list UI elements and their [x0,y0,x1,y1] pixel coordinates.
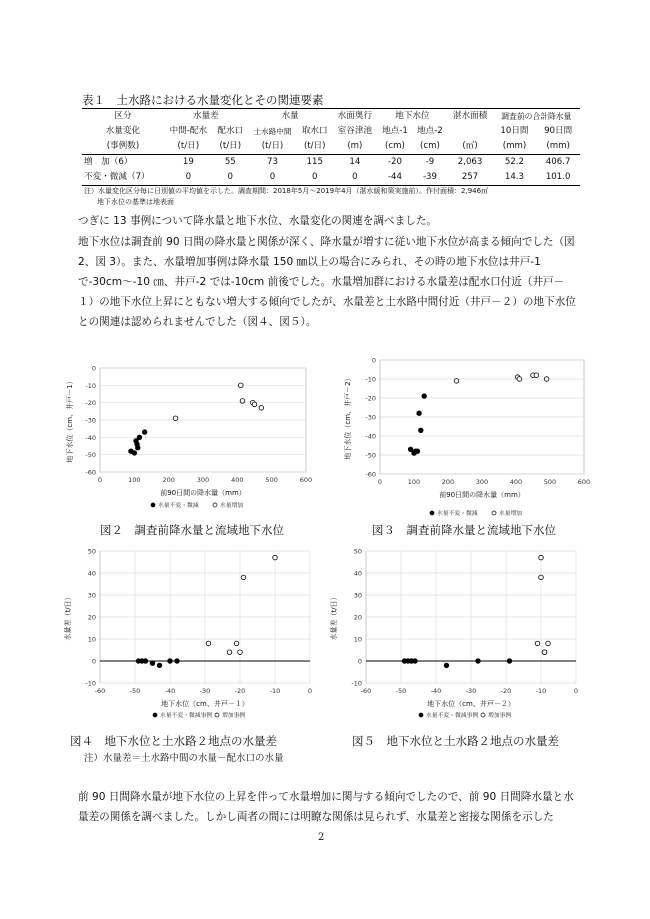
data-point [542,650,547,655]
x-axis-label: 地下水位（cm、井戸－２） [427,700,515,708]
data-point [454,379,459,384]
table-header-row-2: 水量変化 中間-配水 配水口 土水路中間 取水口 室谷津池 地点-1 地点-2 10日間 90日間 [105,126,573,136]
data-point [157,663,162,668]
x-tick-label: 100 [407,478,421,486]
data-point [413,659,418,664]
y-tick-label: 40 [87,569,96,578]
x-tick-label: 100 [128,476,141,484]
legend-label: 増加事例 [488,713,512,719]
y-axis-label: 水量差（t/日） [64,593,72,641]
table-note-2: 地下水位の基準は地表面 [97,198,174,206]
y-tick-label: 10 [87,635,96,644]
y-tick-label: 0 [357,657,362,666]
paragraph-2: 地下水位は調査前 90 日間の降水量と関係が深く、降水量が増すに従い地下水位が高まる傾向でした（図 2、図 3）。また、水量増加事例は降水量 150 ㎜以上の場合にみられ、その時の地下水位は井戸-1 で-30cm～-10 ㎝、井戸-2 では-10cm 前後でした。水量増加群における水量差は配水口付近（井戸－１）の地下水位上昇にともない増大する傾向でしたが、水量差と土水路中間付近（井戸－２）の地下水位との関連は認められませんでした（図４、図５）。 [78,236,576,328]
figure-4-note: 注）水量差＝土水路中間の水量－配水口の水量 [84,753,284,764]
x-tick-label: 400 [509,478,523,486]
figure-2-caption: 図２ 調査前降水量と流域地下水位 [100,523,284,537]
data-point [534,373,539,378]
data-point [413,449,418,454]
y-axis-label: 地下水位（cm、井戸－1） [66,377,74,463]
data-point [173,416,178,421]
table-row: 不変・微減（7） 0 0 0 0 0 -44 -39 257 14.3 101.0 [82,170,580,186]
data-point [168,659,173,664]
x-tick-label: -30 [465,687,477,695]
legend-marker [492,511,496,515]
figure-2-chart [62,362,314,514]
y-axis-label: 地下水位（cm、井戸－2） [344,374,352,460]
legend-marker [151,503,155,507]
legend-label: 水量不変・微減 [158,503,199,509]
figure-5-caption: 図５ 地下水位と土水路２地点の水量差 [352,734,559,748]
paragraph-3: 前 90 日間降水量が地下水位の上昇を伴って水量増加に関与する傾向でしたので、前 90 日間降水量と水量差の関係を調べました。しかし両者の間には明瞭な関係は見られず、水量差と密接な関係を示した [78,791,574,823]
data-point [476,659,481,664]
data-point [273,555,278,560]
x-tick-label: 0 [307,687,313,695]
y-tick-label: -50 [85,451,96,460]
y-tick-label: 30 [353,591,362,600]
x-tick-label: 300 [196,476,210,484]
y-tick-label: 50 [87,547,96,556]
chart-fig2 [62,362,314,514]
y-tick-label: 0 [371,356,376,365]
x-tick-label: 500 [265,476,278,484]
data-point [517,377,522,382]
data-point [175,659,180,664]
y-tick-label: 10 [353,635,362,644]
x-tick-label: -50 [395,687,407,695]
x-tick-label: -20 [500,687,512,695]
data-point [206,641,211,646]
x-axis-label: 前90日間の降水量（mm） [160,489,246,497]
x-tick-label: 400 [231,476,244,484]
legend-marker [215,713,219,717]
data-point [142,430,147,435]
data-point [259,406,264,411]
legend-marker [153,713,157,717]
x-tick-label: 600 [577,478,591,486]
legend-label: 水量不変・微減 [437,511,478,517]
data-point [546,641,551,646]
data-point [252,402,257,407]
data-point [137,435,142,440]
legend-marker [481,713,485,717]
x-tick-label: 0 [377,478,383,486]
x-tick-label: -10 [535,687,547,695]
table-header-row-1: 区分 水量差 水量 水面奥行 地下水位 湛水面積 調査前の合計降水量 [82,109,580,125]
x-tick-label: 500 [543,478,557,486]
y-tick-label: -10 [365,375,376,384]
legend-marker [213,503,217,507]
data-point [539,555,544,560]
y-tick-label: 50 [353,547,362,556]
x-tick-label: 200 [441,478,455,486]
data-point [238,383,243,388]
x-tick-label: -60 [360,687,372,695]
page-number: 2 [318,832,325,843]
data-point [227,650,232,655]
y-tick-label: -10 [351,679,362,688]
paragraph-1: つぎに 13 事例について降水量と地下水位、水量変化の関連を調べました。 [78,215,438,227]
y-tick-label: -20 [85,399,96,408]
data-point [544,377,549,382]
data-point [240,399,245,404]
data-point [535,641,540,646]
y-tick-label: 20 [87,613,96,622]
legend-label: 水量増加 [220,503,244,509]
data-point [132,451,137,456]
legend-marker [419,713,423,717]
data-point [150,661,155,666]
chart-fig4 [60,545,316,725]
data-point [408,447,413,452]
data-point [419,428,424,433]
legend-label: 増加事例 [222,713,246,719]
table-caption: 表１ 土水路における水量変化とその関連要素 [82,93,324,107]
table-row: 増 加（6） 19 55 73 115 14 -20 -9 2,063 52.2 406.7 [84,157,571,167]
y-tick-label: -30 [85,416,96,425]
y-tick-label: -30 [365,413,376,422]
data-point [444,663,449,668]
data-point [143,659,148,664]
x-tick-label: 0 [97,476,103,484]
legend-label: 水量不変・微減事例 [426,713,479,719]
x-tick-label: -10 [269,687,281,695]
x-tick-label: -60 [94,687,106,695]
figure-3-caption: 図３ 調査前降水量と流域地下水位 [372,523,556,537]
y-tick-label: -40 [85,433,96,442]
data-point [234,641,239,646]
y-tick-label: -60 [85,468,96,477]
y-axis-label: 水量差（t/日） [330,593,338,641]
data-point [422,394,427,399]
y-tick-label: -50 [365,451,376,460]
y-tick-label: 0 [91,364,96,373]
legend-marker [430,511,434,515]
y-tick-label: 20 [353,613,362,622]
y-tick-label: -10 [85,381,96,390]
x-axis-label: 地下水位（cm、井戸－１） [161,700,249,708]
table-header-row-3: (事例数) (t/日) (t/日) (t/日) (t/日) (m) (cm) (cm) (㎡) (mm) (mm) [82,139,580,155]
y-tick-label: 40 [353,569,362,578]
y-tick-label: -20 [365,394,376,403]
x-tick-label: 600 [299,476,313,484]
data-point [417,411,422,416]
x-tick-label: 300 [475,478,489,486]
y-tick-label: -60 [365,470,376,479]
x-axis-label: 前90日間の降水量（mm） [439,491,525,499]
x-tick-label: -40 [164,687,176,695]
figure-5-chart [326,545,582,725]
y-tick-label: -10 [85,679,96,688]
figure-3-chart [340,352,592,522]
x-tick-label: -30 [199,687,211,695]
figure-4-chart [60,545,316,725]
y-tick-label: -40 [365,432,376,441]
x-tick-label: -50 [129,687,141,695]
x-tick-label: -20 [234,687,246,695]
legend-label: 水量増加 [499,511,523,517]
y-tick-label: 0 [91,657,96,666]
y-tick-label: 30 [87,591,96,600]
data-table [82,108,580,186]
data-point [539,575,544,580]
table-note: 注）水量変化区分毎に日別値の平均値を示した。調査期間：2018年5月～2019年4月（湛水緩和策実施前）。作付面積：2,946㎡ [84,187,489,195]
x-tick-label: -40 [430,687,442,695]
legend-label: 水量不変・微減事例 [160,713,213,719]
x-tick-label: 0 [573,687,579,695]
data-point [135,442,140,447]
data-point [507,659,512,664]
x-tick-label: 200 [162,476,175,484]
data-point [238,650,243,655]
data-point [241,575,246,580]
chart-fig3 [340,352,592,522]
chart-fig5 [326,545,582,725]
figure-4-caption: 図４ 地下水位と土水路２地点の水量差 [70,734,277,748]
